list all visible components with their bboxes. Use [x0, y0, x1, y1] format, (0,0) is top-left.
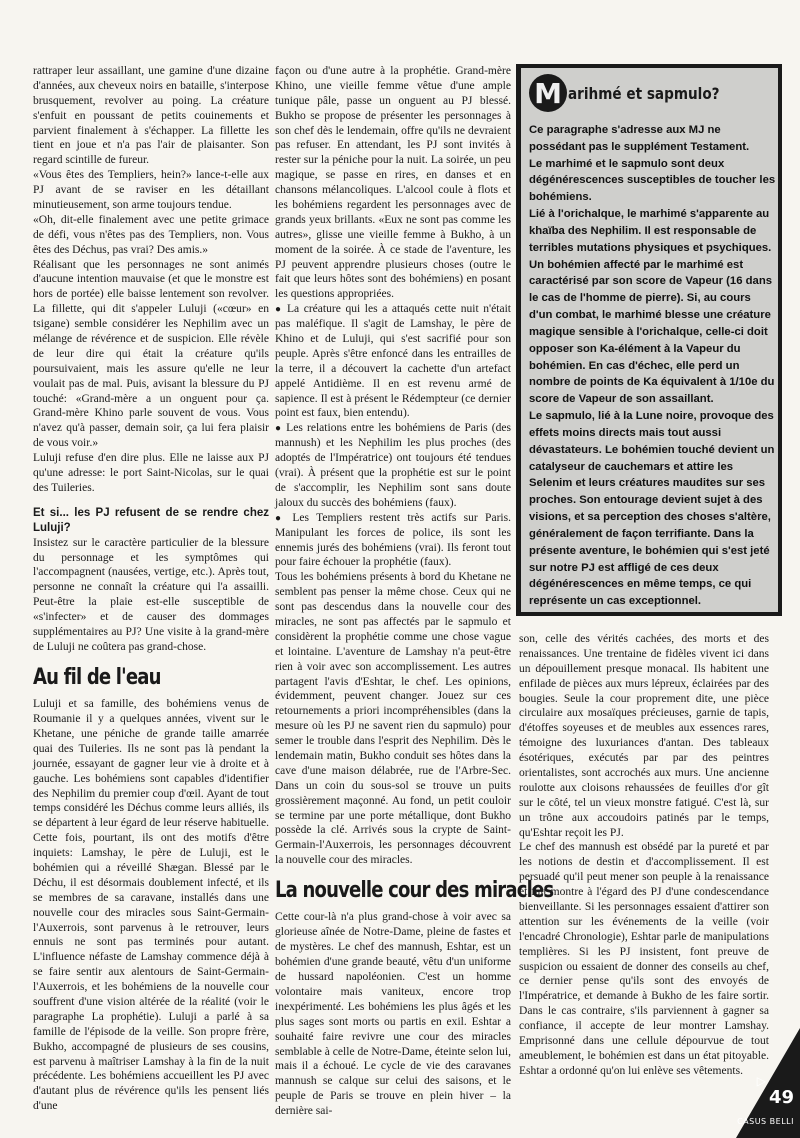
- box-title: [529, 70, 779, 116]
- box-paragraph: Ce paragraphe s'adresse aux MJ ne possédant pas le supplément Testament.: [529, 124, 750, 153]
- section-heading: Au fil de l'eau: [33, 664, 161, 690]
- box-paragraph: Lié à l'orichalque, le marhimé s'apparente au khaïba des Nephilim. Il est responsable de terribles mutations physiques et psychiques. Un bohémien affecté par le marhimé est caractérisé par son score de Vapeur (16 dans le cas de l'homme de pierre). Si, au cours d'un combat, le marhimé blesse une créature magique sensible à l'orichalque, celle-ci doit opposer son Ka-élément à la Vapeur du bohémien. En cas d'échec, elle perd un nombre de points de Ka équivalent à 1/10e du score de Vapeur de son assaillant.: [529, 208, 775, 406]
- paragraph: Réalisant que les personnages ne sont animés d'aucune intention mauvaise (et que le monstre est hors de portée) elle baisse lentement son revolver. La fillette, qui dit s'appeler Luluji («cœur» en tsigane) semble considérer les Nephilim avec un mélange de révérence et de suspicion. Elle révèle de leur dire qui était la créature qu'ils poursuivaient, mais les assure qu'elle ne leur voulait pas de mal. Puis, avisant la blessure du PJ touché: «Grand-mère a un onguent pour ça. Grand-mère Khino parle souvent de vous. Vous n'avez qu'à passer, demain soir, ça lui fera plaisir de vous voir.»: [33, 258, 269, 450]
- paragraph: Le chef des mannush est obsédé par la pureté et par les notions de destin et d'accomplissement. Il est persuadé qu'il peut mener son peuple à la renaissance et fait montre à l'égard des PJ d'une condescendance bienveillante. Si les personnages essaient d'attirer son attention sur les événements de la veille (voir l'encadré Chronologie), Eshtar parle de manipulations templières. Si les PJ insistent, font preuve de suspicion ou essaient de donner des conseils au chef, ce dernier pense qu'ils sont des envoyés de l'Impératrice, et demande à Bukho de les faire sortir. Dans le cas contraire, s'ils parviennent à gagner sa confiance, il accepte de leur montrer Lamshay. Emprisonné dans une cellule dépourvue de tout ameublement, le bohémien est dans un état pitoyable. Eshtar a ordonné qu'on lui enlève ses vêtements.: [519, 841, 769, 1077]
- paragraph: façon ou d'une autre à la prophétie. Grand-mère Khino, une vieille femme vêtue d'une ample tunique pâle, passe un onguent au PJ blessé. Bukho se propose de présenter les personnages à son chef dès le lendemain, offre qu'ils ne devraient pas refuser. En attendant, les PJ sont invités à rester sur la péniche pour la nuit. La soirée, un peu magique, se passe en rires, en danses et en chansons mélancoliques. L'alcool coule à flots et les bohémiens regardent les personnages avec de grands yeux brillants. «Eux ne sont pas comme les autres», glisse une vieille femme à Bukho, à un moment de la soirée. À ce stade de l'aventure, les PJ peuvent apprendre plusieurs choses (outre le fait que leurs hôtes sont des bohémiens) en posant les questions appropriées.: [275, 65, 511, 301]
- paragraph: «Vous êtes des Templiers, hein?» lance-t-elle aux PJ avant de se raviser en les détaillant minutieusement, son arme toujours tendue.: [33, 169, 269, 212]
- column-2: [275, 64, 554, 1119]
- paragraph: rattraper leur assaillant, une gamine d'une dizaine d'années, aux cheveux noirs en bataille, s'interpose brusquement, revolver au poing. La créature s'enfuit en poussant de petits couinements et parvient finalement à s'échapper. La fillette les tient en joue et n'a pas l'air de plaisanter. Son regard scintille de fureur.: [33, 65, 269, 167]
- next-page-arrow-icon: ▷: [756, 1074, 766, 1088]
- sidebar-box: [516, 64, 782, 616]
- magazine-name: CASUS BELLI: [737, 1117, 794, 1126]
- paragraph: Insistez sur le caractère particulier de la blessure du personnage et les symptômes qui l'accompagnent (nausées, vertige, etc.). Après tout, personne ne connaît la créature qui l'a assailli. Peut-être la plaie est-elle susceptible de «s'infecter» et de causer des dommages supplémentaires au PJ? Une visite à la grand-mère de Luluji ne coûtera pas grand-chose.: [33, 536, 269, 653]
- paragraph: Luluji refuse d'en dire plus. Elle ne laisse aux PJ qu'une adresse: le port Saint-Nicolas, sur le quai des Tuileries.: [33, 452, 269, 494]
- bullet-icon: ●: [275, 512, 293, 524]
- box-paragraph: Le sapmulo, lié à la Lune noire, provoque des effets moins directs mais tout aussi dévastateurs. Le bohémien touché devient un catalyseur de cauchemars et attire les Selenim et leurs créatures maudites sur ses proches. Son entourage devient sujet à des visions, et sa perception des choses s'altère, généralement de façon terrifiante. Dans la présente aventure, le bohémien qui s'est jeté sur notre PJ est affligé de ces deux dégénérescences en même temps, ce qui représente un cas exceptionnel.: [529, 410, 775, 608]
- paragraph: Cette cour-là n'a plus grand-chose à voir avec sa glorieuse aînée de Notre-Dame, pleine de fastes et de mystères. Le chef des mannush, Eshtar, est un bohémien d'une grande beauté, vêtu d'un uniforme de hussard napoléonien. C'est un homme volontaire mais vaniteux, encore trop inexpérimenté. Les bohémiens les plus âgés et les plus sages sont morts ou partis en exil. Eshtar a souhaité faire revivre une cour des miracles semblable à celle de Notre-Dame, éteinte selon lui, mais il a échoué. Le cycle de vie des caravanes mannush se calque sur celui des saisons, et le peuple de Paris se trouve en plein hiver – la dernière sai-: [275, 911, 511, 1118]
- bullet-icon: ●: [275, 423, 287, 435]
- box-paragraph: Le marhimé et le sapmulo sont deux dégénérescences susceptibles de toucher les bohémiens.: [529, 157, 776, 204]
- section-heading: La nouvelle cour des miracles: [275, 878, 554, 904]
- subheading: Et si... les PJ refusent de se rendre chez Luluji?: [33, 506, 269, 534]
- paragraph: Tous les bohémiens présents à bord du Khetane ne semblent pas penser la même chose. Ceux qui ne sont pas descendus dans la nouvelle cour des miracles, ne sont pas affectés par le sapmulo et considèrent la prophétie comme une chose vague et lointaine. L'aventure de Lamshay n'a peut-être rien à voir avec son accomplissement. Les autres partagent l'avis d'Eshtar, le chef. Les opinions, évidemment, peuvent changer. Jouez sur ces retournements a priori incompréhensibles (dans la mesure où les PJ ne savent rien du sapmulo) pour semer le trouble dans l'esprit des Nephilim. Dès le lendemain matin, Bukho conduit ses hôtes dans la cave d'une maison délabrée, rue de l'Arbre-Sec. Dans un coin du sous-sol se trouve un puits grossièrement maçonné. Au fond, un petit couloir se termine par une porte métallique, dont Bukho possède la clé. Arrivés sous la crypte de Saint-Germain-l'Auxerrois, les personnages découvrent la nouvelle cour des miracles.: [275, 571, 511, 867]
- page-number: 49: [768, 1087, 794, 1108]
- paragraph: son, celle des vérités cachées, des morts et des renaissances. Une trentaine de fidèles vivent ici dans un dépouillement presque monacal. Ils habitent une enfilade de pièces aux murs lépreux, éclairées par des bougies. Seule la cour proprement dite, une pièce circulaire aux mosaïques précieuses, garnie de tapis, d'étoffes soyeuses et de meubles aux essences rares, témoigne des luxuriances d'antan. Des tableaux ésotériques, exécutés par par des peintres orientalistes, sont accrochés aux murs. Une ancienne roulotte aux cloisons rehaussées de feuilles d'or gît sur le côté, tel un vieux monstre fatigué. C'est là, sur un trône aux accoudoirs patinés par le temps, qu'Eshtar reçoit les PJ.: [519, 633, 769, 839]
- bullet-icon: ●: [275, 304, 287, 316]
- bullet-item: ● Les relations entre les bohémiens de Paris (des mannush) et les Nephilim les plus proches (des adoptés de l'Impératrice) ont toujours été tendues (vrai). À présent que la prophétie est sur le point de s'accomplir, les Nephilim sont sans doute jaloux du succès des bohémiens (faux).: [275, 422, 511, 509]
- bullet-item: ● La créature qui les a attaqués cette nuit n'était pas maléfique. Il s'agit de Lamshay, le père de Khino et de Luluji, qui s'est sacrifié pour son peuple. Après s'être enfoncé dans les entrailles de la terre, il a découvert la cachette d'un artefact appelé Antidième. Il en est revenu armé de sapience. Il est à présent le Rédempteur (ce dernier point est faux, bien entendu).: [275, 303, 511, 420]
- column-1: [33, 64, 269, 1114]
- box-title-text: arihmé et sapmulo?: [568, 83, 720, 103]
- bullet-item: ● Les Templiers restent très actifs sur Paris. Manipulant les forces de police, ils sont les ennemis jurés des bohémiens (vrai). Ils feront tout pour faire échouer la prophétie (faux).: [275, 511, 511, 569]
- box-body: [529, 122, 777, 610]
- column-3: [519, 632, 769, 1079]
- box-initial: M: [529, 74, 567, 112]
- paragraph: Luluji et sa famille, des bohémiens venus de Roumanie il y a quelques années, vivent sur le Khetane, une péniche de grande taille amarrée quai des Tuileries. Ils ne sont pas là pendant la journée, essayant de gagner leur vie à droite et à gauche. Les bohémiens sont capables d'identifier des Nephilim du premier coup d'œil. Ayant de tout temps considéré les Déchus comme leurs alliés, ils se départent à leur égard de leur réserve habituelle. Cette fois, pourtant, ils ont des motifs d'être inquiets: Lamshay, le père de Luluji, est le bohémien qui a réveillé Shægan. Blessé par le Déchu, il est désormais doublement infecté, et ils se membres de sa caravane, installés dans une nouvelle cour des miracles sous Saint-Germain-l'Auxerrois, sont parvenus à le retrouver, leurs ennuis ne sont pas terminés pour autant. L'influence néfaste de Lamshay commence déjà à se faire sentir aux alentours de Saint-Germain-l'Auxerrois, et les bohémiens de la nouvelle cour souffrent d'une vision altérée de la réalité (voir le paragraphe La prophétie). Luluji a parlé à sa famille de l'épisode de la veille. Son propre frère, Bukho, accompagné de plusieurs de ses cousins, est parvenu à maîtriser Lamshay à la fin de la nuit précédente. Les bohémiens accueillent les PJ avec d'autant plus de révérence qu'ils les pensent liés d'une: [33, 698, 269, 1113]
- paragraph: «Oh, dit-elle finalement avec une petite grimace de défi, vous n'êtes pas des Templiers, non. Vous êtes des Déchus, pas vrai? Des amis.»: [33, 213, 269, 256]
